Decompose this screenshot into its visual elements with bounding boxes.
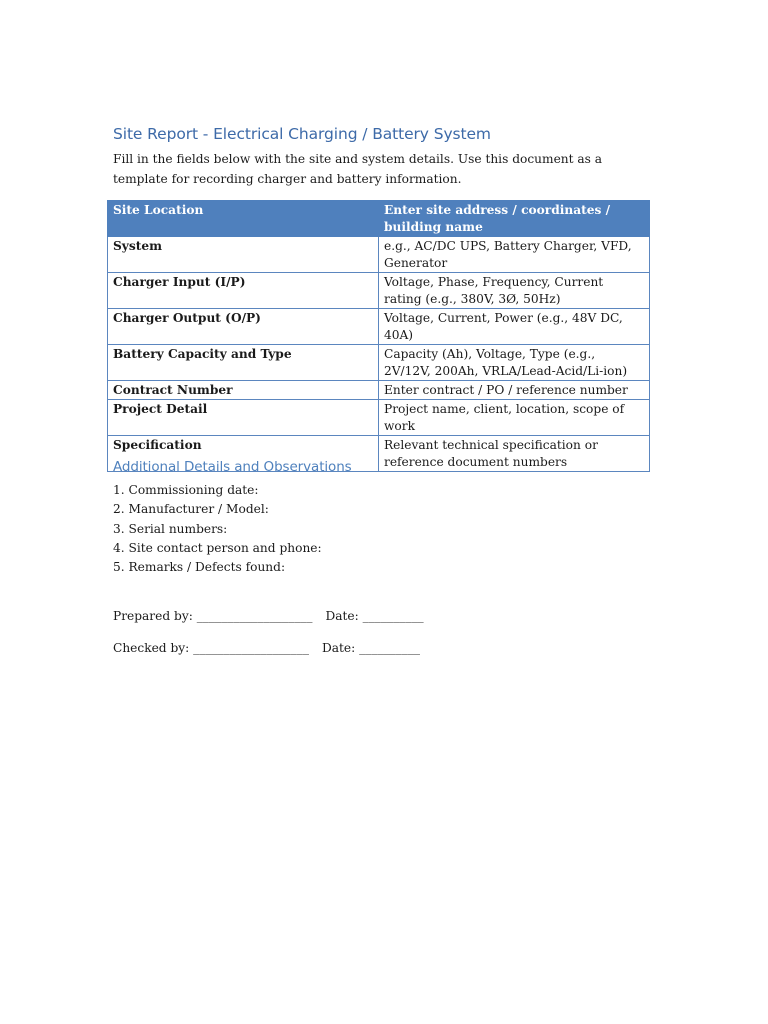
observations-list bbox=[113, 481, 322, 577]
prepared-date-field: Date: __________ bbox=[325, 609, 424, 623]
table-header-row bbox=[108, 201, 650, 237]
checked-by-field: Checked by: ___________________ bbox=[113, 641, 309, 655]
table-row bbox=[108, 400, 650, 436]
list-item: 4. Site contact person and phone: bbox=[113, 540, 322, 555]
table-header-label: Site Location bbox=[108, 201, 379, 237]
row-value: Project name, client, location, scope of work bbox=[379, 400, 650, 436]
list-item: 2. Manufacturer / Model: bbox=[113, 502, 269, 517]
row-label: Charger Output (O/P) bbox=[108, 309, 379, 345]
additional-details-heading: Additional Details and Observations bbox=[113, 459, 352, 475]
row-label: Project Detail bbox=[108, 400, 379, 436]
prepared-by-line bbox=[113, 609, 424, 623]
table-row bbox=[108, 273, 650, 309]
row-label: Contract Number bbox=[108, 381, 379, 400]
table-row bbox=[108, 237, 650, 273]
table-row bbox=[108, 345, 650, 381]
document-title: Site Report - Electrical Charging / Battery System bbox=[113, 125, 491, 143]
site-info-table bbox=[107, 200, 650, 472]
prepared-by-field: Prepared by: ___________________ bbox=[113, 609, 313, 623]
row-label: Battery Capacity and Type bbox=[108, 345, 379, 381]
row-value: Voltage, Current, Power (e.g., 48V DC, 40A) bbox=[379, 309, 650, 345]
row-value: Relevant technical specification or reference document numbers bbox=[379, 436, 650, 472]
row-label: Specification bbox=[108, 436, 379, 472]
table-header-value: Enter site address / coordinates / building name bbox=[379, 201, 650, 237]
row-value: Capacity (Ah), Voltage, Type (e.g., 2V/12V, 200Ah, VRLA/Lead-Acid/Li-ion) bbox=[379, 345, 650, 381]
list-item: 5. Remarks / Defects found: bbox=[113, 560, 286, 575]
row-label: Charger Input (I/P) bbox=[108, 273, 379, 309]
row-value: e.g., AC/DC UPS, Battery Charger, VFD, Generator bbox=[379, 237, 650, 273]
checked-by-line bbox=[113, 641, 420, 655]
table-row bbox=[108, 309, 650, 345]
row-value: Voltage, Phase, Frequency, Current rating (e.g., 380V, 3Ø, 50Hz) bbox=[379, 273, 650, 309]
row-label: System bbox=[108, 237, 379, 273]
intro-paragraph: Fill in the fields below with the site and system details. Use this document as a template for recording charger and battery information. bbox=[113, 152, 603, 186]
list-item: 3. Serial numbers: bbox=[113, 521, 228, 536]
row-value: Enter contract / PO / reference number bbox=[379, 381, 650, 400]
table-row bbox=[108, 381, 650, 400]
list-item: 1. Commissioning date: bbox=[113, 483, 259, 497]
checked-date-field: Date: __________ bbox=[321, 641, 421, 655]
